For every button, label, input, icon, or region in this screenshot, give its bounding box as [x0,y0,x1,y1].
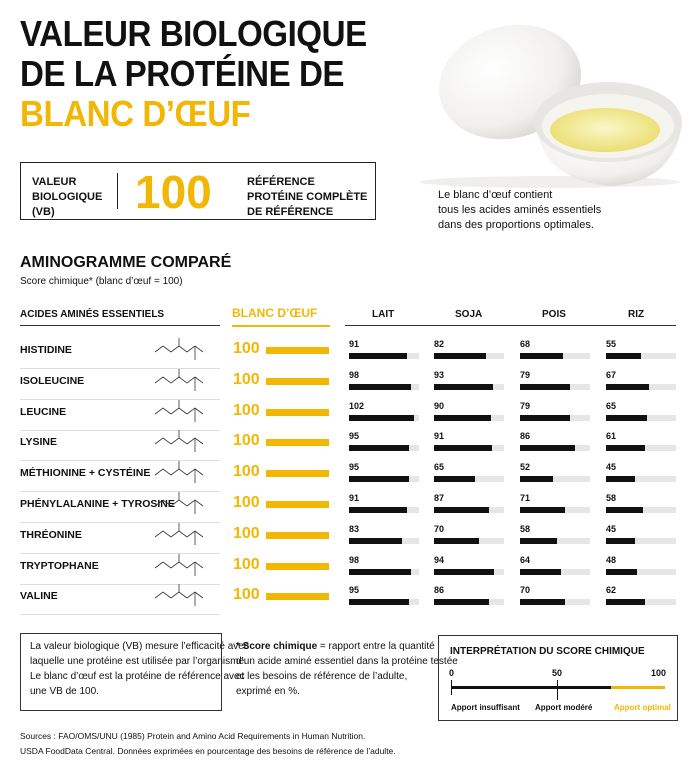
molecule-structure-icon [145,396,215,426]
note-line: exprimé en %. [236,686,300,697]
bar-cell [434,586,504,608]
bar-track [520,384,590,390]
bar-value-label: 62 [606,585,617,596]
molecule-structure-icon [145,365,215,395]
sources [20,729,396,759]
bar-value-label: 52 [520,462,531,473]
bar-value-label: 94 [434,554,445,565]
bar-cell [434,371,504,393]
bar [606,476,635,482]
header-egg-white: BLANC D’ŒUF [232,306,318,320]
bar-track [434,415,504,421]
score-def: = rapport entre la quantité [317,641,435,652]
bar [434,353,486,359]
bar-cell [606,494,676,516]
bar [606,384,649,390]
bar-cell [520,556,590,578]
egg-white-value: 100 [233,524,260,542]
bar-value-label: 91 [349,493,360,503]
bar [606,507,643,513]
bar-cell [434,340,504,362]
bar-track [520,599,590,605]
header-lait: LAIT [372,309,395,320]
bar [434,599,489,605]
bar-value-label: 98 [349,554,360,565]
bar-track [606,507,676,513]
header-pois: POIS [542,309,566,320]
bar-cell [349,463,419,485]
bar [349,507,407,513]
bar [434,569,494,575]
table-row [0,340,700,371]
bar-track [520,507,590,513]
bar-cell [520,402,590,424]
amino-acid-label: LEUCINE [20,405,67,418]
scale-accent [611,686,665,689]
bar [349,599,409,605]
egg-white-value: 100 [233,401,260,419]
bar-value-label: 45 [606,462,617,473]
bar-track [520,538,590,544]
bar-cell [349,494,419,516]
egg-white-value: 100 [233,555,260,573]
bar-cell [606,463,676,485]
bar-track [349,415,419,421]
bar [520,476,553,482]
molecule-structure-icon [145,334,215,364]
bar-cell [606,432,676,454]
bar-value-label: 45 [606,523,617,534]
bar-track [606,353,676,359]
bar-cell [349,525,419,547]
bar-value-label: 61 [606,431,617,442]
bar-track [520,353,590,359]
bar-value-label: 93 [434,369,445,380]
bar-track [606,538,676,544]
bar-value-label: 68 [520,339,531,349]
caption-line: dans des proportions optimales. [438,219,594,231]
bar-track [520,569,590,575]
source-line: Sources : FAO/OMS/UNU (1985) Protein and Amino Acid Requirements in Human Nutrition. [20,731,366,741]
bar-value-label: 64 [520,554,531,565]
bar-cell [520,525,590,547]
table-row [0,432,700,463]
egg-white-value: 100 [233,586,260,604]
bar-cell [520,586,590,608]
egg-white-bar [266,593,329,600]
bar-track [520,476,590,482]
bar-value-label: 48 [606,554,617,565]
egg-white-value: 100 [233,463,260,481]
bar-track [349,507,419,513]
bar-cell [520,340,590,362]
scale-tick-50: 50 [552,668,563,678]
bar [349,415,414,421]
bar-cell [520,432,590,454]
table-row [0,494,700,525]
bar [520,538,557,544]
bar-track [349,538,419,544]
bar [349,353,407,359]
molecule-structure-icon [145,457,215,487]
bar-cell [349,586,419,608]
chart-title: AMINOGRAMME COMPARÉ [20,254,232,271]
vb-summary-box [20,162,376,220]
table-row [0,402,700,433]
bar-value-label: 82 [434,339,445,349]
egg-white-bar [266,563,329,570]
bar-cell [434,402,504,424]
bar [434,538,479,544]
bar [349,445,409,451]
bar-value-label: 86 [434,585,445,596]
amino-acid-label: THRÉONINE [20,528,82,541]
caption-line: tous les acides aminés essentiels [438,204,602,216]
bar-value-label: 79 [520,400,531,411]
bar [349,384,411,390]
bar-track [606,384,676,390]
header-riz: RIZ [628,309,645,320]
bar [434,415,491,421]
bar-track [434,599,504,605]
bar [434,384,493,390]
bar-track [434,445,504,451]
bar [349,476,409,482]
bar-track [349,569,419,575]
bar-value-label: 87 [434,493,445,503]
bar [520,384,570,390]
bar [349,538,402,544]
vb-ref-line: PROTÉINE COMPLÈTE [247,191,368,203]
scale-tick-100: 100 [651,668,667,678]
table-row [0,463,700,494]
amino-acid-label: ISOLEUCINE [20,374,85,387]
egg-white-value: 100 [233,432,260,450]
bar [434,507,489,513]
bar-track [520,445,590,451]
egg-white-bar [266,439,329,446]
bar [606,569,637,575]
bar-cell [520,494,590,516]
bar-track [434,569,504,575]
bar-track [349,445,419,451]
bar-cell [349,402,419,424]
header-rule-right [345,325,676,326]
bar-cell [349,432,419,454]
bar-value-label: 98 [349,369,360,380]
molecule-structure-icon [145,580,215,610]
note-line: Le blanc d’œuf est la protéine de référence avec [30,671,245,682]
interpretation-box [438,635,678,721]
bar-cell [606,402,676,424]
bar [520,507,565,513]
header-rule-egg [232,325,330,327]
bar [520,599,565,605]
vb-reference [247,175,367,220]
bar-cell [349,556,419,578]
bar-track [434,538,504,544]
bar-track [349,384,419,390]
egg-white-bar [266,378,329,385]
bar-track [434,384,504,390]
molecule-structure-icon [145,426,215,456]
vb-note [30,639,249,699]
bar-value-label: 70 [520,585,531,596]
bar-cell [434,525,504,547]
bar-value-label: 55 [606,339,617,349]
bar [349,569,411,575]
egg-white-bar [266,347,329,354]
caption-line: Le blanc d’œuf contient [438,189,553,201]
vb-ref-line: DE RÉFÉRENCE [247,206,334,218]
bar-value-label: 86 [520,431,531,442]
note-line: La valeur biologique (VB) mesure l’efficacité avec [30,641,249,652]
source-line: USDA FoodData Central. Données exprimées en pourcentage des besoins de référence de l’adulte. [20,746,396,756]
bar [606,599,645,605]
bar-track [434,507,504,513]
amino-acid-label: LYSINE [20,436,57,449]
header-amino-acids: ACIDES AMINÉS ESSENTIELS [20,309,165,320]
bar-cell [434,556,504,578]
scale-mark-50 [557,680,558,700]
bar-cell [434,432,504,454]
bar-track [606,599,676,605]
bar-value-label: 102 [349,400,365,411]
bar-cell [434,494,504,516]
vb-label [32,175,102,220]
bar [606,538,635,544]
bar-cell [606,586,676,608]
amino-acid-label: PHÉNYLALANINE + TYROSINE [20,498,175,510]
bar-value-label: 95 [349,462,360,473]
egg-white-bar [266,501,329,508]
page-title [20,14,367,134]
egg-white-value: 100 [233,494,260,511]
score-term: * Score chimique [236,641,318,652]
note-line: une VB de 100. [30,686,99,697]
bar-value-label: 65 [606,400,617,411]
title-line-2: DE LA PROTÉINE DE [20,53,345,94]
bar-cell [349,340,419,362]
egg-white-bar [266,470,329,477]
molecule-structure-icon [145,550,215,580]
bar-cell [520,371,590,393]
note-line: laquelle une protéine est utilisée par l’organisme. [30,656,247,667]
bar-value-label: 91 [434,431,445,442]
amino-acid-label: HISTIDINE [20,344,72,356]
bar-track [434,476,504,482]
vb-label-line: VALEUR [32,176,77,188]
egg-illustration [400,10,700,190]
title-line-1: VALEUR BIOLOGIQUE [20,13,367,54]
egg-caption [438,188,601,233]
amino-acid-label: VALINE [20,590,58,603]
table-row [0,556,700,587]
bar-track [606,569,676,575]
vb-value: 100 [135,166,212,218]
bar [434,445,492,451]
molecule-structure-icon [145,488,215,518]
vb-label-line: BIOLOGIQUE [32,191,103,203]
note-line: d’un acide aminé essentiel dans la protéine testée [236,656,458,667]
bar [520,569,561,575]
bar [606,445,645,451]
bar-track [349,599,419,605]
bar-track [606,476,676,482]
bar-value-label: 95 [349,431,360,442]
bar-track [349,353,419,359]
table-row [0,371,700,402]
interpretation-title: INTERPRÉTATION DU SCORE CHIMIQUE [450,646,645,657]
bar [606,353,641,359]
bar-cell [520,463,590,485]
title-line-3: BLANC D’ŒUF [20,93,251,134]
bar-value-label: 65 [434,462,445,473]
zone-optimal: Apport optimal [614,703,671,712]
bar-cell [434,463,504,485]
vb-label-line: (VB) [32,206,55,218]
bar [606,415,647,421]
row-divider [20,614,220,615]
bar-cell [606,556,676,578]
bar [520,353,563,359]
bar-cell [606,340,676,362]
zone-moderate: Apport modéré [535,703,593,712]
scale-mark-0 [451,680,452,695]
bar [520,445,575,451]
table-row [0,586,700,617]
bar-value-label: 67 [606,369,617,380]
bar-value-label: 90 [434,400,445,411]
bar-value-label: 70 [434,523,445,534]
bar-cell [606,371,676,393]
header-soja: SOJA [455,309,483,320]
zone-insufficient: Apport insuffisant [451,703,520,712]
bar-cell [606,525,676,547]
note-line: et les besoins de référence de l’adulte, [236,671,408,682]
bar [434,476,475,482]
bar-value-label: 58 [520,523,531,534]
egg-white-value: 100 [233,370,260,388]
egg-white-bar [266,409,329,416]
bar-value-label: 58 [606,493,617,503]
table-row [0,525,700,556]
scale-tick-0: 0 [449,668,455,678]
bar-track [606,415,676,421]
bar-value-label: 79 [520,369,531,380]
bar-track [520,415,590,421]
note-line [236,639,458,654]
egg-white-value: 100 [233,340,260,357]
vb-ref-line: RÉFÉRENCE [247,176,315,188]
egg-white-bar [266,532,329,539]
bar-value-label: 83 [349,523,360,534]
bar-value-label: 91 [349,339,360,349]
score-note [236,639,458,699]
scale-dark [451,686,611,689]
molecule-structure-icon [145,519,215,549]
bar-value-label: 71 [520,493,531,503]
amino-acid-label: MÉTHIONINE + CYSTÉINE [20,467,151,480]
bar-cell [349,371,419,393]
bar-track [434,353,504,359]
amino-acid-label: TRYPTOPHANE [20,559,99,572]
chart-subtitle: Score chimique* (blanc d’œuf = 100) [20,276,183,287]
vb-divider [117,173,118,209]
bar [520,415,570,421]
header-rule-left [20,325,220,326]
bar-track [606,445,676,451]
bar-track [349,476,419,482]
bar-value-label: 95 [349,585,360,596]
